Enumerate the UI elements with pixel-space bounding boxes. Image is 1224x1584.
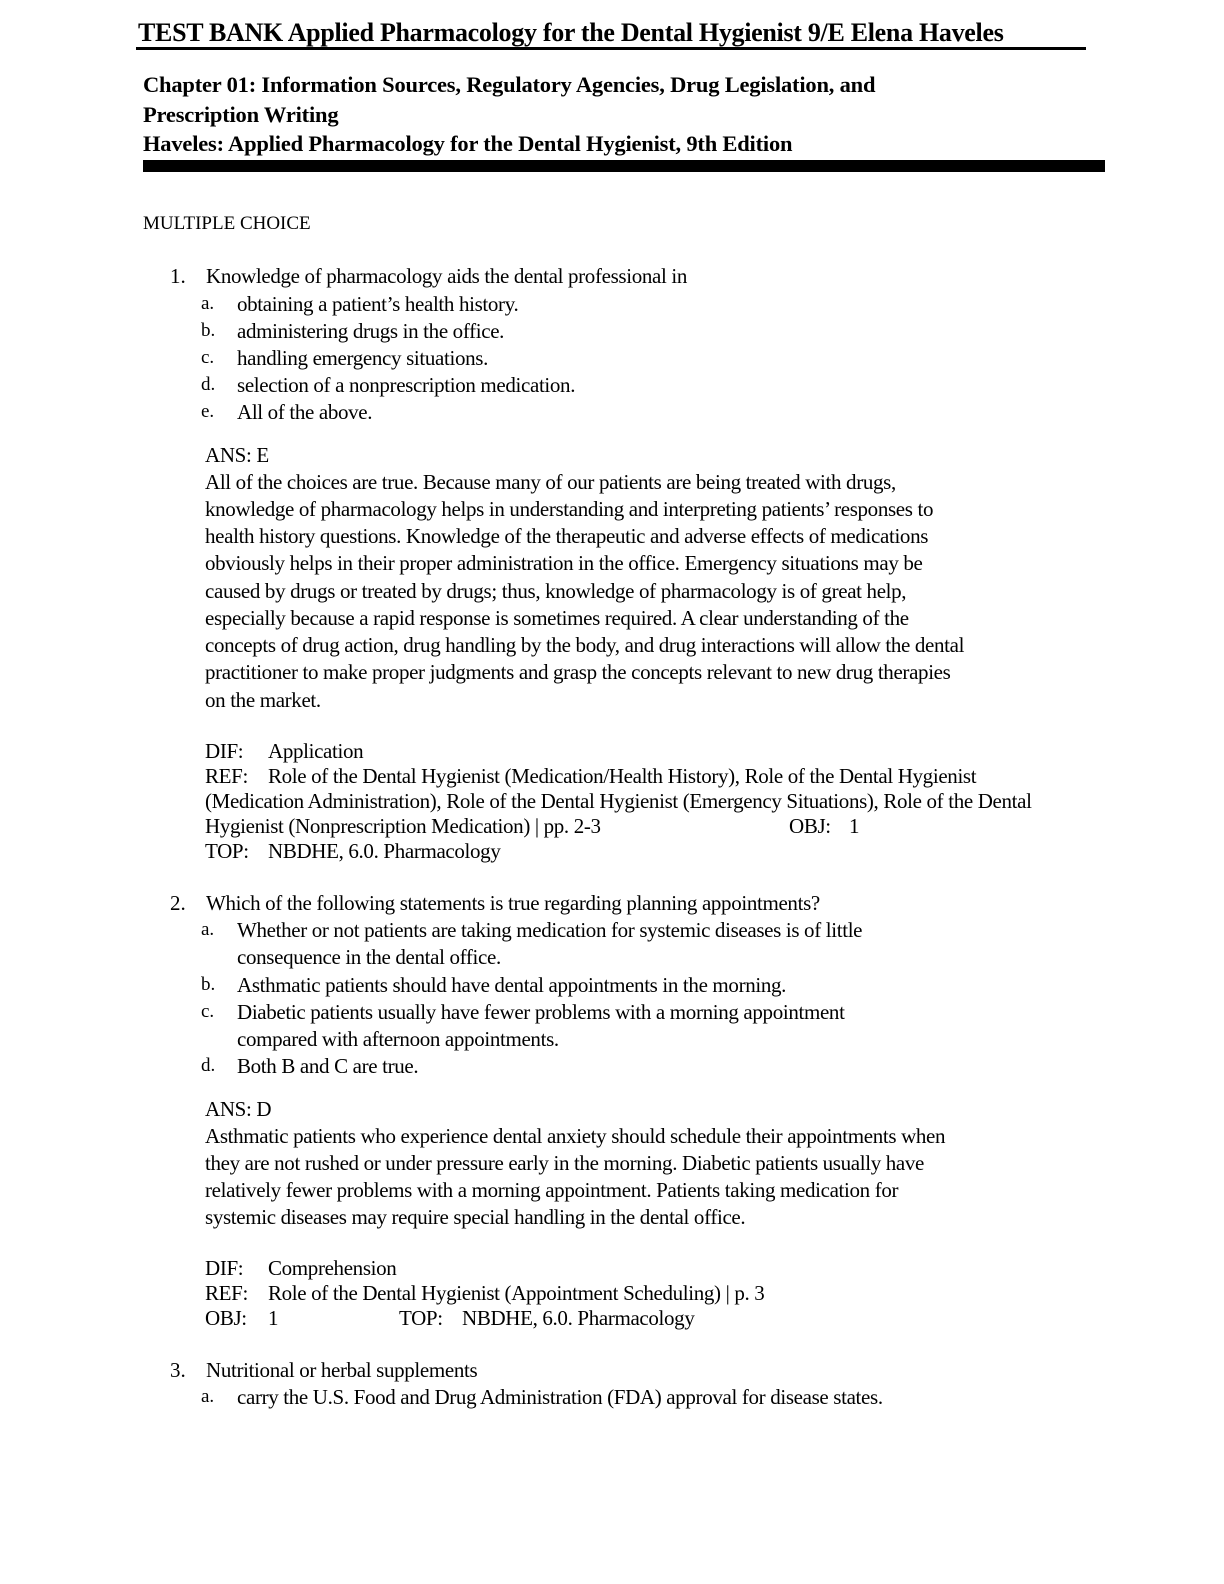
top-value: NBDHE, 6.0. Pharmacology	[268, 839, 501, 863]
option-text: Both B and C are true.	[237, 1054, 419, 1078]
top-label: TOP:	[399, 1306, 443, 1330]
option-letter: c.	[201, 1001, 215, 1022]
rationale-line: especially because a rapid response is sometimes required. A clear understanding of the	[205, 606, 909, 630]
option-text: Diabetic patients usually have fewer problems with a morning appointment	[237, 1000, 845, 1024]
dif-label: DIF:	[205, 1256, 244, 1280]
title-underline	[136, 47, 1086, 50]
option-letter: a.	[201, 293, 215, 314]
chapter-title-line2: Prescription Writing	[143, 102, 339, 127]
option-text: carry the U.S. Food and Drug Administration (FDA) approval for disease states.	[237, 1385, 883, 1409]
option-letter: c.	[201, 347, 215, 368]
rationale-line: caused by drugs or treated by drugs; thus, knowledge of pharmacology is of great help,	[205, 579, 907, 603]
section-title: MULTIPLE CHOICE	[143, 213, 311, 234]
book-title: Haveles: Applied Pharmacology for the Dental Hygienist, 9th Edition	[143, 131, 793, 156]
ref-value: Hygienist (Nonprescription Medication) | pp. 2-3	[205, 814, 601, 838]
ref-label: REF:	[205, 1281, 248, 1305]
rationale-line: health history questions. Knowledge of the therapeutic and adverse effects of medications	[205, 524, 929, 548]
option-letter: a.	[201, 1386, 215, 1407]
rationale-line: concepts of drug action, drug handling by the body, and drug interactions will allow the dental	[205, 633, 965, 657]
ref-label: REF:	[205, 764, 248, 788]
option-letter: d.	[201, 1055, 216, 1076]
option-text: All of the above.	[237, 400, 373, 424]
ref-value: (Medication Administration), Role of the Dental Hygienist (Emergency Situations), Role of the Dental	[205, 789, 1032, 813]
question-number: 3.	[170, 1358, 186, 1382]
option-letter: b.	[201, 320, 216, 341]
rationale-line: knowledge of pharmacology helps in understanding and interpreting patients’ responses to	[205, 497, 934, 521]
question-stem: Knowledge of pharmacology aids the dental professional in	[206, 264, 687, 288]
option-text: Whether or not patients are taking medication for systemic diseases is of little	[237, 918, 863, 942]
dif-value: Comprehension	[268, 1256, 397, 1280]
option-text: handling emergency situations.	[237, 346, 488, 370]
question-number: 1.	[170, 264, 186, 288]
obj-label: OBJ:	[789, 814, 831, 838]
question-number: 2.	[170, 891, 186, 915]
rationale-line: on the market.	[205, 688, 321, 712]
rationale-line: they are not rushed or under pressure early in the morning. Diabetic patients usually have	[205, 1151, 925, 1175]
header-divider	[143, 160, 1105, 172]
chapter-title-line1: Chapter 01: Information Sources, Regulatory Agencies, Drug Legislation, and	[143, 72, 876, 97]
option-letter: b.	[201, 974, 216, 995]
option-text: Asthmatic patients should have dental appointments in the morning.	[237, 973, 787, 997]
rationale-line: systemic diseases may require special handling in the dental office.	[205, 1205, 746, 1229]
dif-label: DIF:	[205, 739, 244, 763]
top-label: TOP:	[205, 839, 249, 863]
top-value: NBDHE, 6.0. Pharmacology	[462, 1306, 695, 1330]
document-title: TEST BANK Applied Pharmacology for the Dental Hygienist 9/E Elena Haveles	[138, 18, 1004, 47]
option-text: selection of a nonprescription medication.	[237, 373, 576, 397]
option-letter: e.	[201, 401, 215, 422]
option-letter: a.	[201, 919, 215, 940]
option-text: consequence in the dental office.	[237, 945, 501, 969]
rationale-line: practitioner to make proper judgments and grasp the concepts relevant to new drug therapies	[205, 660, 951, 684]
question-stem: Which of the following statements is true regarding planning appointments?	[206, 891, 820, 915]
rationale-line: Asthmatic patients who experience dental anxiety should schedule their appointments when	[205, 1124, 946, 1148]
option-text: compared with afternoon appointments.	[237, 1027, 559, 1051]
question-stem: Nutritional or herbal supplements	[206, 1358, 478, 1382]
rationale-line: relatively fewer problems with a morning appointment. Patients taking medication for	[205, 1178, 899, 1202]
option-text: obtaining a patient’s health history.	[237, 292, 519, 316]
obj-value: 1	[849, 814, 860, 838]
rationale-line: obviously helps in their proper administration in the office. Emergency situations may be	[205, 551, 923, 575]
dif-value: Application	[268, 739, 364, 763]
answer-key: ANS: D	[205, 1097, 272, 1121]
rationale-line: All of the choices are true. Because many of our patients are being treated with drugs,	[205, 470, 896, 494]
ref-value: Role of the Dental Hygienist (Appointment Scheduling) | p. 3	[268, 1281, 765, 1305]
obj-value: 1	[268, 1306, 279, 1330]
obj-label: OBJ:	[205, 1306, 247, 1330]
option-text: administering drugs in the office.	[237, 319, 505, 343]
ref-value: Role of the Dental Hygienist (Medication/Health History), Role of the Dental Hygienist	[268, 764, 977, 788]
option-letter: d.	[201, 374, 216, 395]
answer-key: ANS: E	[205, 443, 269, 467]
